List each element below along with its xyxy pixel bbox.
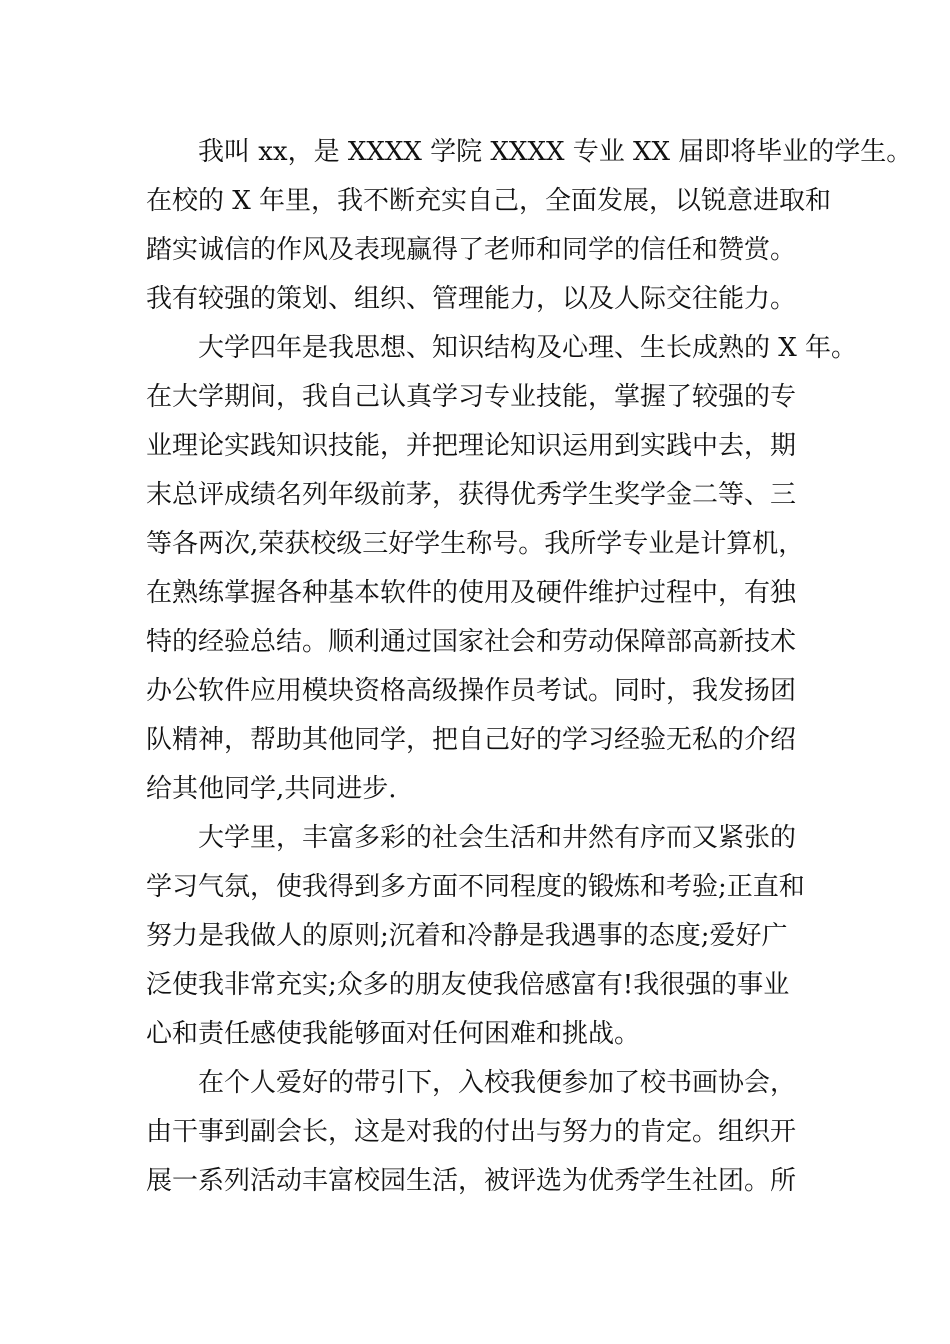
text-line: 我叫 xx，是 XXXX 学院 XXXX 专业 XX 届即将毕业的学生。 <box>198 137 913 167</box>
text-line: 泛使我非常充实;众多的朋友使我倍感富有!我很强的事业 <box>146 970 790 1000</box>
text-line: 在校的 X 年里，我不断充实自己，全面发展，以锐意进取和 <box>146 186 832 216</box>
text-line: 努力是我做人的原则;沉着和冷静是我遇事的态度;爱好广 <box>146 921 788 951</box>
text-line: 我有较强的策划、组织、管理能力，以及人际交往能力。 <box>146 284 797 314</box>
text-line: 等各两次,荣获校级三好学生称号。我所学专业是计算机， <box>146 529 805 559</box>
text-line: 心和责任感使我能够面对任何困难和挑战。 <box>146 1019 641 1049</box>
text-line: 给其他同学,共同进步. <box>146 774 397 804</box>
text-line: 队精神，帮助其他同学，把自己好的学习经验无私的介绍 <box>146 725 797 755</box>
paragraph-2 <box>146 324 858 814</box>
text-line: 业理论实践知识技能，并把理论知识运用到实践中去，期 <box>146 431 797 461</box>
text-line: 在个人爱好的带引下，入校我便参加了校书画协会， <box>198 1068 797 1098</box>
text-line: 学习气氛，使我得到多方面不同程度的锻炼和考验;正直和 <box>146 872 805 902</box>
paragraph-1 <box>146 128 913 324</box>
paragraph-4 <box>146 1059 826 1206</box>
document-body <box>146 128 913 1206</box>
text-line: 特的经验总结。顺利通过国家社会和劳动保障部高新技术 <box>146 627 797 657</box>
paragraph-3 <box>146 814 826 1059</box>
text-line: 展一系列活动丰富校园生活，被评选为优秀学生社团。所 <box>146 1166 797 1196</box>
text-line: 由干事到副会长，这是对我的付出与努力的肯定。组织开 <box>146 1117 797 1147</box>
text-line: 踏实诚信的作风及表现赢得了老师和同学的信任和赞赏。 <box>146 235 797 265</box>
text-line: 末总评成绩名列年级前茅，获得优秀学生奖学金二等、三 <box>146 480 797 510</box>
text-line: 在大学期间，我自己认真学习专业技能，掌握了较强的专 <box>146 382 797 412</box>
text-line: 大学四年是我思想、知识结构及心理、生长成熟的 X 年。 <box>198 333 858 363</box>
text-line: 在熟练掌握各种基本软件的使用及硬件维护过程中，有独 <box>146 578 797 608</box>
text-line: 大学里，丰富多彩的社会生活和井然有序而又紧张的 <box>198 823 797 853</box>
text-line: 办公软件应用模块资格高级操作员考试。同时，我发扬团 <box>146 676 797 706</box>
